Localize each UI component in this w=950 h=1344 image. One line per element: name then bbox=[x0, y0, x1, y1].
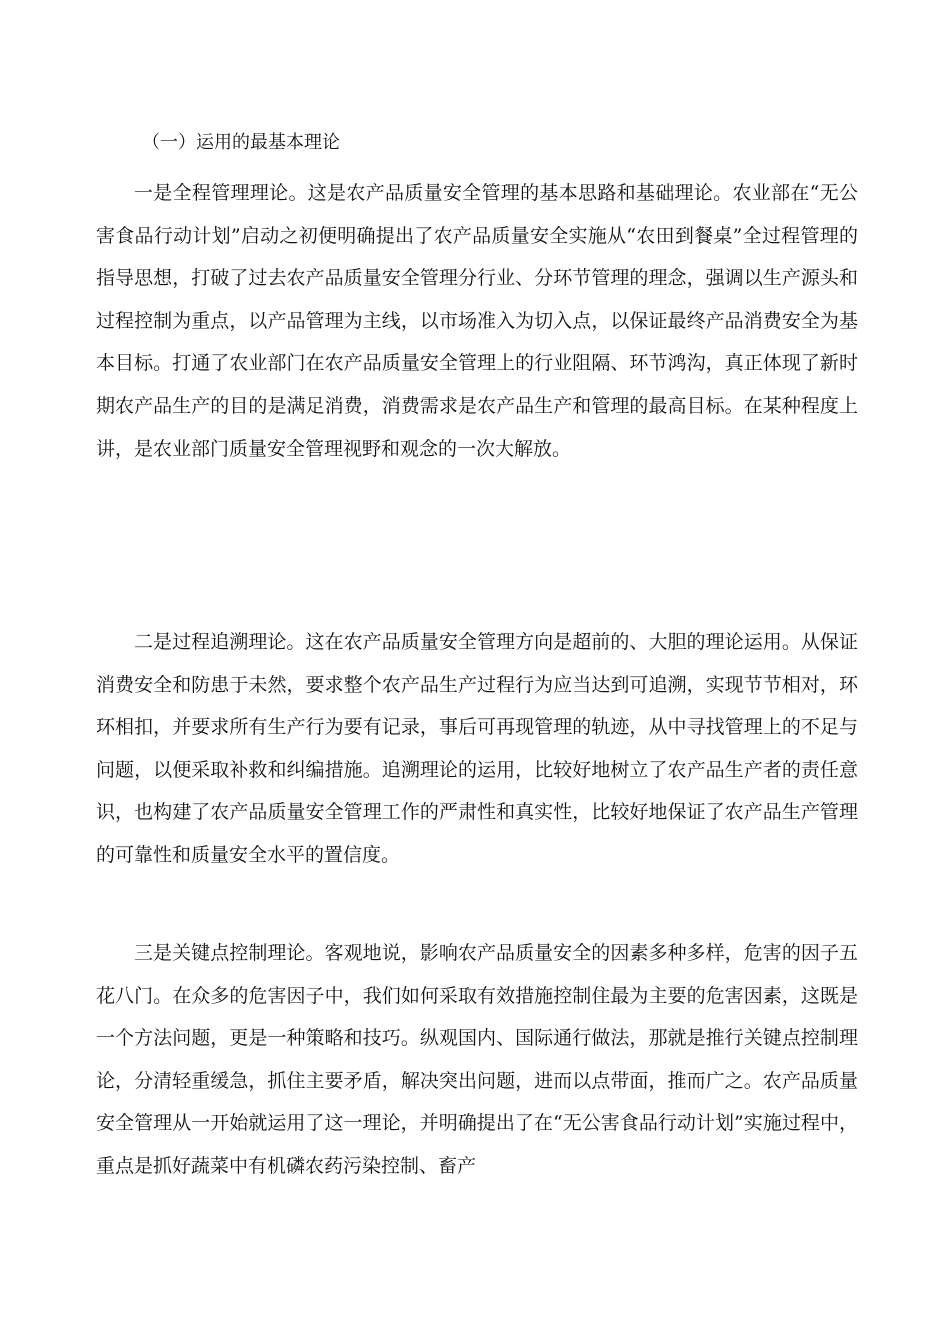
section-heading: （一）运用的最基本理论 bbox=[142, 132, 340, 153]
paragraph-full-process-management: 一是全程管理理论。这是农产品质量安全管理的基本思路和基础理论。农业部在“无公害食品行动计划”启动之初便明确提出了农产品质量安全实施从“农田到餐桌”全过程管理的指导思想，打破了过去农产品质量安全管理分行业、分环节管理的理念，强调以生产源头和过程控制为重点，以产品管理为主线，以市场准入为切入点，以保证最终产品消费安全为基本目标。打通了农业部门在农产品质量安全管理上的行业阻隔、环节鸿沟，真正体现了新时期农产品生产的目的是满足消费，消费需求是农产品生产和管理的最高目标。在某种程度上讲，是农业部门质量安全管理视野和观念的一次大解放。 bbox=[96, 182, 858, 460]
paragraph-key-point-control: 三是关键点控制理论。客观地说，影响农产品质量安全的因素多种多样，危害的因子五花八门。在众多的危害因子中，我们如何采取有效措施控制住最为主要的危害因素，这既是一个方法问题，更是一种策略和技巧。纵观国内、国际通行做法，那就是推行关键点控制理论，分清轻重缓急，抓住主要矛盾，解决突出问题，进而以点带面，推而广之。农产品质量安全管理从一开始就运用了这一理论，并明确提出了在“无公害食品行动计划”实施过程中，重点是抓好蔬菜中有机磷农药污染控制、畜产 bbox=[96, 942, 858, 1177]
paragraph-process-traceability: 二是过程追溯理论。这在农产品质量安全管理方向是超前的、大胆的理论运用。从保证消费安全和防患于未然，要求整个农产品生产过程行为应当达到可追溯，实现节节相对，环环相扣，并要求所有生产行为要有记录，事后可再现管理的轨迹，从中寻找管理上的不足与问题，以便采取补救和纠编措施。追溯理论的运用，比较好地树立了农产品生产者的责任意识，也构建了农产品质量安全管理工作的严肃性和真实性，比较好地保证了农产品生产管理的可靠性和质量安全水平的置信度。 bbox=[96, 631, 858, 866]
